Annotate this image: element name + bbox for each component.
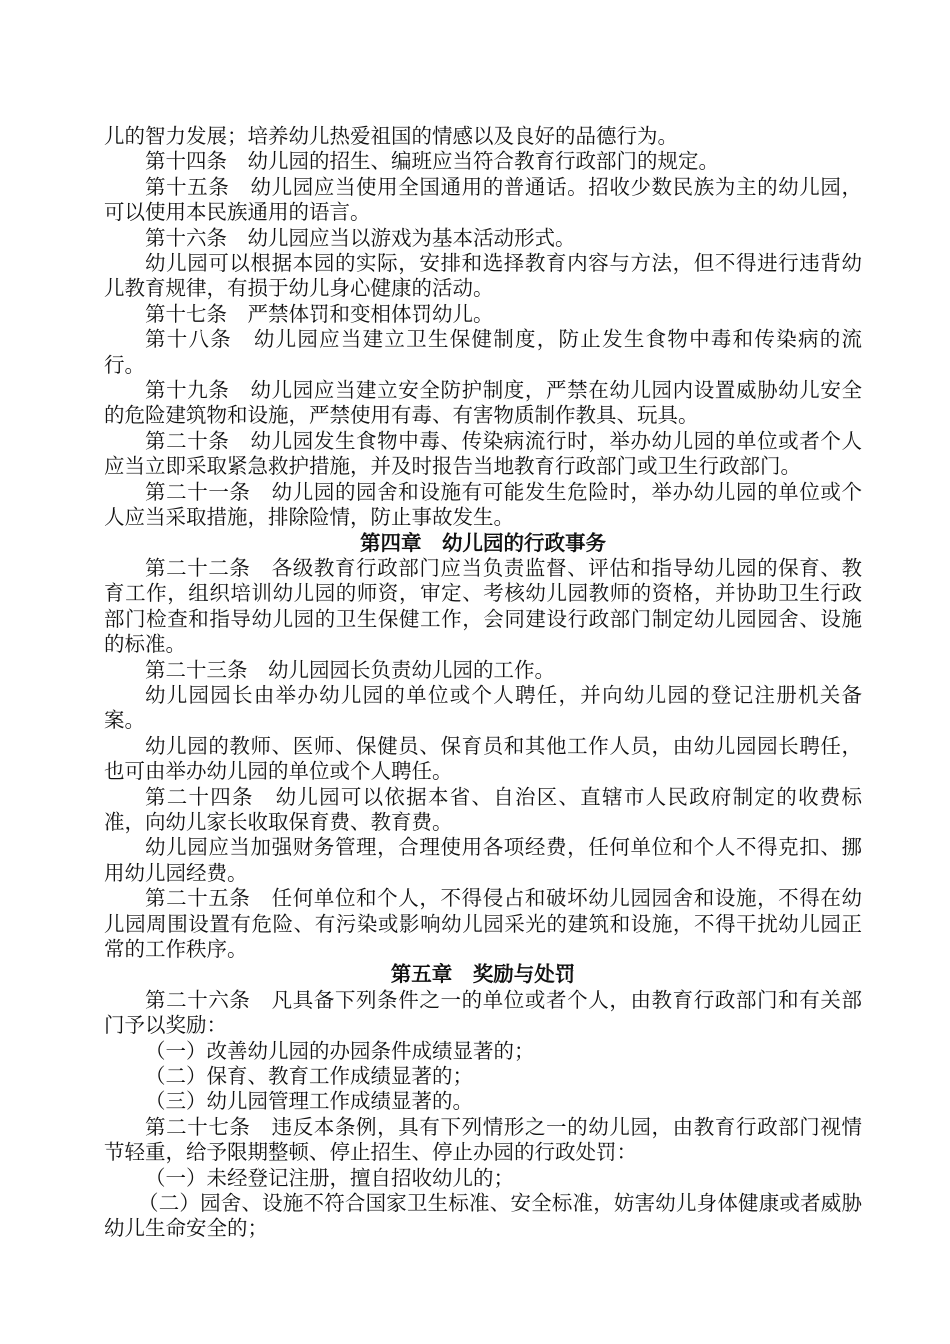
article-24-clause-2: 幼儿园应当加强财务管理，合理使用各项经费，任何单位和个人不得克扣、挪用幼儿园经费。 — [104, 835, 862, 885]
article-20: 第二十条 幼儿园发生食物中毒、传染病流行时，举办幼儿园的单位或者个人应当立即采取紧急救护措施，并及时报告当地教育行政部门或卫生行政部门。 — [104, 428, 862, 479]
document-page — [104, 124, 862, 1242]
article-17: 第十七条 严禁体罚和变相体罚幼儿。 — [145, 301, 494, 326]
article-15: 第十五条 幼儿园应当使用全国通用的普通话。招收少数民族为主的幼儿园，可以使用本民族通用的语言。 — [104, 174, 862, 225]
article-18: 第十八条 幼儿园应当建立卫生保健制度，防止发生食物中毒和传染病的流行。 — [104, 327, 862, 377]
article-24: 第二十四条 幼儿园可以依据本省、自治区、直辖市人民政府制定的收费标准，向幼儿家长收取保育费、教育费。 — [104, 784, 862, 834]
article-16-clause-2: 幼儿园可以根据本园的实际，安排和选择教育内容与方法，但不得进行违背幼儿教育规律，有损于幼儿身心健康的活动。 — [104, 251, 862, 301]
article-23: 第二十三条 幼儿园园长负责幼儿园的工作。 — [145, 657, 555, 682]
article-19: 第十九条 幼儿园应当建立安全防护制度，严禁在幼儿园内设置威胁幼儿安全的危险建筑物和设施，严禁使用有毒、有害物质制作教具、玩具。 — [104, 378, 862, 428]
article-27: 第二十七条 违反本条例，具有下列情形之一的幼儿园，由教育行政部门视情节轻重，给予限期整顿、停止招生、停止办园的行政处罚： — [104, 1114, 862, 1165]
article-14: 第十四条 幼儿园的招生、编班应当符合教育行政部门的规定。 — [145, 149, 719, 174]
chapter-4-heading: 第四章 幼儿园的行政事务 — [360, 530, 606, 555]
article-23-clause-2: 幼儿园园长由举办幼儿园的单位或个人聘任，并向幼儿园的登记注册机关备案。 — [104, 682, 862, 733]
article-25: 第二十五条 任何单位和个人，不得侵占和破坏幼儿园园舍和设施，不得在幼儿园周围设置有危险、有污染或影响幼儿园采光的建筑和设施，不得干扰幼儿园正常的工作秩序。 — [104, 886, 862, 961]
article-26-item-2: （二）保育、教育工作成绩显著的； — [145, 1064, 473, 1089]
article-26-item-3: （三）幼儿园管理工作成绩显著的。 — [145, 1089, 473, 1114]
article-26: 第二十六条 凡具备下列条件之一的单位或者个人，由教育行政部门和有关部门予以奖励： — [104, 987, 862, 1038]
paragraph-continuation: 儿的智力发展；培养幼儿热爱祖国的情感以及良好的品德行为。 — [104, 124, 678, 148]
article-16: 第十六条 幼儿园应当以游戏为基本活动形式。 — [145, 225, 576, 250]
article-27-item-1: （一）未经登记注册，擅自招收幼儿的； — [145, 1165, 514, 1190]
article-21: 第二十一条 幼儿园的园舍和设施有可能发生危险时，举办幼儿园的单位或个人应当采取措施，排除险情，防止事故发生。 — [104, 479, 862, 530]
article-22: 第二十二条 各级教育行政部门应当负责监督、评估和指导幼儿园的保育、教育工作，组织培训幼儿园的师资，审定、考核幼儿园教师的资格，并协助卫生行政部门检查和指导幼儿园的卫生保健工作，会同建设行政部门制定幼儿园园舍、设施的标准。 — [104, 555, 862, 657]
article-26-item-1: （一）改善幼儿园的办园条件成绩显著的； — [145, 1038, 535, 1063]
chapter-5-heading: 第五章 奖励与处罚 — [390, 962, 576, 987]
article-27-item-2: （二）园舍、设施不符合国家卫生标准、安全标准，妨害幼儿身体健康或者威胁幼儿生命安全的； — [104, 1191, 862, 1241]
article-23-clause-3: 幼儿园的教师、医师、保健员、保育员和其他工作人员，由幼儿园园长聘任，也可由举办幼儿园的单位或个人聘任。 — [104, 733, 862, 784]
